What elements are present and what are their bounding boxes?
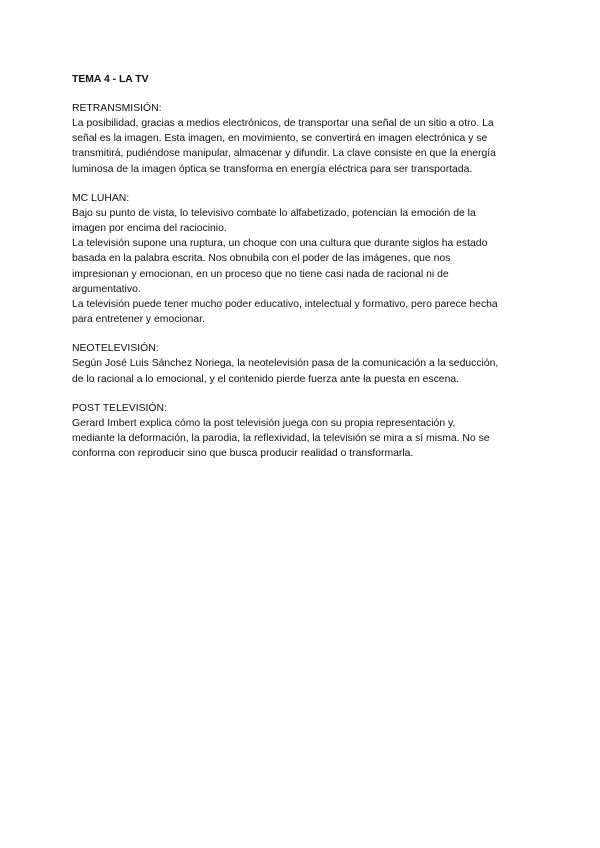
text-line: mediante la deformación, la parodia, la reflexividad, la televisión se mira a sí misma. No se: [72, 433, 490, 445]
section-paragraph: [72, 236, 534, 297]
text-line: La posibilidad, gracias a medios electrónicos, de transportar una señal de un sitio a otro. La: [72, 118, 494, 129]
text-line: transmitirá, pudiéndose manipular, almacenar y difundir. La clave consiste en que la energía: [72, 148, 496, 160]
text-line: señal es la imagen. Esta imagen, en movimiento, se convertirá en imagen electrónica y se: [72, 133, 488, 145]
text-line: Gerard Imbert explica cómo la post televisión juega con su propia representación y,: [72, 417, 456, 429]
section-retransmision: [72, 101, 534, 177]
section-paragraph: [72, 116, 534, 177]
section-heading: MC LUHAN:: [72, 192, 130, 204]
section-post-television: [72, 401, 534, 462]
text-line: impresionan y emocionan, en un proceso que no tiene casi nada de racional ni de: [72, 268, 449, 280]
text-line: argumentativo.: [72, 283, 141, 295]
text-line: Según José Luis Sánchez Noriega, la neotelevisión pasa de la comunicación a la seducción,: [72, 358, 499, 370]
section-heading: NEOTELEVISIÓN:: [72, 343, 159, 355]
section-paragraph: [72, 356, 534, 386]
text-line: para entretener y emocionar.: [72, 314, 205, 326]
section-mc-luhan: [72, 191, 534, 328]
text-line: imagen por encima del raciocinio.: [72, 223, 227, 235]
text-line: conforma con reproducir sino que busca producir realidad o transformarla.: [72, 448, 414, 460]
document-page: [72, 72, 534, 475]
section-paragraph: [72, 416, 534, 462]
section-heading: POST TELEVISIÓN:: [72, 402, 167, 414]
text-line: de lo racional a lo emocional, y el contenido pierde fuerza ante la puesta en escena.: [72, 373, 460, 385]
text-line: Bajo su punto de vista, lo televisivo combate lo alfabetizado, potencian la emoción de la: [72, 207, 476, 219]
text-line: La televisión supone una ruptura, un choque con una cultura que durante siglos ha estado: [72, 238, 488, 250]
section-neotelevision: [72, 341, 534, 386]
text-line: luminosa de la imagen óptica se transforma en energía eléctrica para ser transportada.: [72, 163, 473, 175]
document-title: TEMA 4 - LA TV: [72, 74, 149, 85]
text-line: basada en la palabra escrita. Nos obnubila con el poder de las imágenes, que nos: [72, 253, 451, 265]
section-paragraph: [72, 206, 534, 236]
section-heading: RETRANSMISIÓN:: [72, 103, 162, 114]
text-line: La televisión puede tener mucho poder educativo, intelectual y formativo, pero parece hecha: [72, 299, 498, 311]
section-paragraph: [72, 297, 534, 327]
